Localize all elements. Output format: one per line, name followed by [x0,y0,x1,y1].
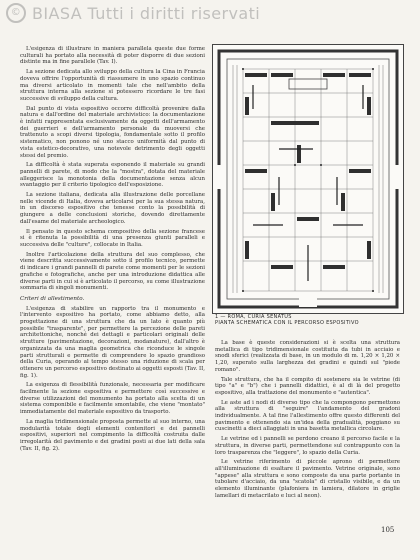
caption-line-1: 1 — ROMA, CURIA SENATUS [215,314,292,320]
figure-caption [215,314,400,326]
paragraph: Le aste ad i nodi di diverso tipo che la compongono permettono alla struttura di "seguire" l'andamento del gradoni individualmente. A tal fine l'allestimento offre questo differenti del pavimento e ottenendo sia un'idea della gradualità, poggiano su cuscinetti a dieci allaggiati in una basetta metallica circolare. [215,399,400,433]
display-cases [245,73,371,269]
paragraph: La sezione dedicata allo sviluppo della cultura la Cina in Francia doveva offrire l'opportunità di riassumere in uno spazio continuo ma diversi articolato in momenti tale che nell'ambito della struttura interna alla sezione si potessero ricordare le tre fasi successive di sviluppo della cultura. [20,69,205,102]
paragraph: Le vetrine ed i pannelli se perdono creano il percorso facile e la struttura, in diverse parti, permettendone sul contrappunto con la loro trasparenza che "leggere", lo spazio della Curia. [215,436,400,456]
right-text-column [215,340,400,502]
paragraph: L'esigenza di stabilire un rapporto tra il monumento e l'intervento espositivo ha portato, come abbiamo detto, alla progettazione di una struttura che da un lato è quanto più possibile "trasparente", per permettere la percezione delle pareti architettoniche, nonché dei dettagli e particolari originali delle strutture (pavimentazione, decorazioni, modanature), dall'altro è organizzata da una maglia geometrica che riconduce le singole parti strutturali e permette di comprendere lo spazio grandioso della Curia, operando al tempo stesso una riduzione di scala per ottenere un percorso espositivo destinato ai oggetti esposti (Tav. II, fig. 1). [20,305,205,379]
paragraph: Tale struttura, che ha il compito di sostenere sia le vetrine (di tipo "a" e "b") che i pannelli didattici, è al di là del progetto espositivo, alla trattazione del monumento e "autentica". [215,376,400,396]
paragraph: La difficoltà è stata superata esponendo il materiale su grandi pannelli di parete, di modo che la "mostra", dotata del materiale alleggerisce la monotonia della documentazione senza alcun svantaggio per il criterio tipologico dell'esposizione. [20,162,205,189]
paragraph: La maglia tridimensionale proposta permette al suo interno, una modularità totale degli elementi contenitori e dei pannelli espositivi, superiori nel compimento la difficoltà costruita dalle irregolarità del pavimento e dei gradini posti ai due lati della sala (Tav. II, fig. 2). [20,418,205,452]
paragraph: Dal punto di vista espositivo occorre difficoltà provenire dalla natura e dall'ordine del materiale archivistico: la documentazione è infatti rappresentata esclusivamente da oggetti dell'armamento dei guerrieri e dell'armamento personale da muoversi che trattenuto a scopi diversi tipologia, fondamentale sotto il profilo sistematico, non ponono né uno stacco uniformità dal punto di vista estetico-decorativo, una notevole detrimento degli oggetti stessi del premio. [20,105,205,159]
paragraph: Inoltre l'articolazione della struttura del suo complesso, che viene descritta successivamente sotto il profilo tecnico, permette di indicare i grandi pannelli di parete come momenti per le sezioni grafiche e fotografiche, anche per una introduzione didattica alle diverse parti in cui si è articolato il percorso, su come illustrazione sommaria di singoli monumenti. [20,251,205,292]
watermark [0,0,420,26]
entrance-opening [299,297,317,307]
paragraph: L'esigenza di illustrare in maniera parallela queste due forme culturali ha portato alla necessità di poter disporre di due sezioni distinte ma in fine parallele (Tav. I). [20,46,205,66]
left-paragraphs-bottom [20,306,205,453]
floor-plan-figure [212,44,404,314]
left-text-column [20,46,205,455]
paragraph: Il pensato in questo schema compositivo della sezione francese si è ritenuta la possibilità di una presenza giunti paralleli e successiva delle "culture", collocate in Italia. [20,228,205,248]
copyright-icon: © [6,3,26,23]
left-paragraphs-top [20,46,205,292]
section-heading: Criteri di allestimento. [20,295,85,302]
page-number: 105 [381,526,395,534]
presidency-dais [289,79,327,89]
paragraph: Le vetrine riferimento di piccole aprono di permettere all'illuminazione di esaltare il pavimento. Vetrine originale, sono "appese" alla struttura e sono composte da una parte portante in tubolare d'acciaio, da una "scatola" di cristallo visibile, e da un elemento illuminante (plafoniera in lamiera, dilatore in griglie lamellari di metacrilato e luci al neon). [215,459,400,499]
paragraph: La base è queste considerazioni si è scelta una struttura metallica di tipo tridimensionale costituita da tubi in acciaio e snodi sferici (realizzata di base, in un modulo di m. 1,20 × 1,20 × 1,20, superato sulla larghezza dei gradini e quindi sul "piede romano". [215,340,400,373]
side-opening-right [393,165,399,189]
paragraph: La sezione italiana, dedicata alla illustrazione delle porcellane nelle vicende di Italia, doveva articolarsi per la sua stessa natura, in un discorso espositivo che tenesse conto la possibilità di giungere a delle conclusioni storiche, dovendo direttamente dall'esame del materiale archeologico. [20,192,205,225]
caption-line-2: PIANTA SCHEMATICA CON IL PERCORSO ESPOSITIVO [215,320,359,326]
watermark-text: BIASA Tutti i diritti riservati [32,3,261,23]
side-opening-left [217,165,223,189]
didactic-panels [253,85,363,281]
paragraph: La esigenza di flessibilità funzionale, necessaria per modificare facilmente la sezione espositiva e permettere così successive e diverse utilizzazioni del monumento ha portato alla scelta di un sistema componibile e facilmente smontabile, che viene "montato" immediatamente del materiale espositivo da trasporto. [20,382,205,416]
floor-plan-drawing [213,45,403,313]
